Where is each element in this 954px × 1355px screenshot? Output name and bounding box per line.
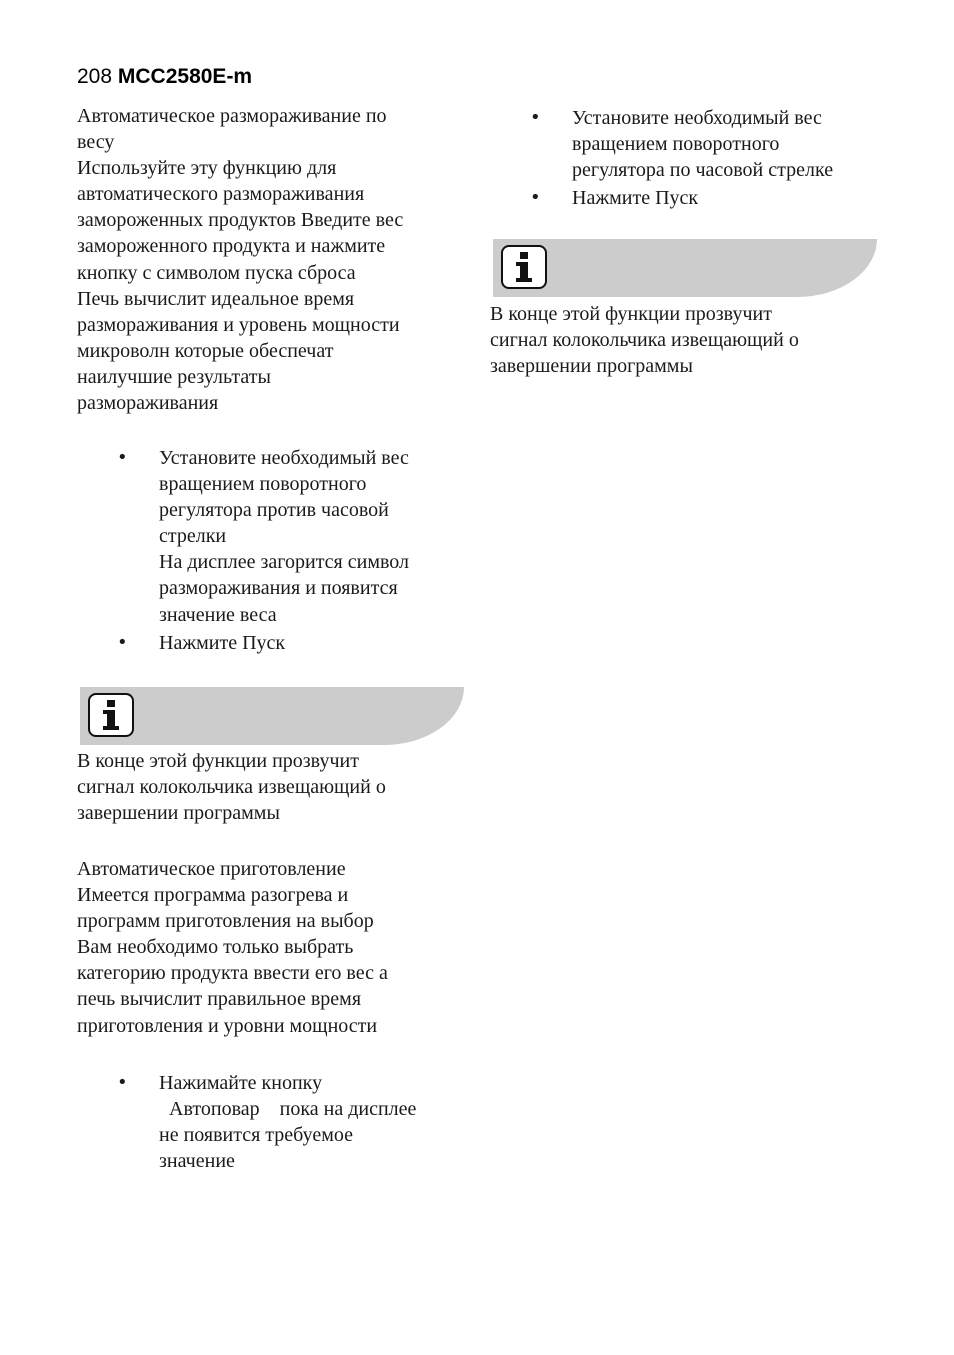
text-line: Печь вычислит идеальное время (77, 287, 355, 310)
text-line: Автоматическое приготовление (77, 858, 346, 880)
text-line: автоматического размораживания (77, 183, 365, 206)
text-line: замороженного продукта и нажмите (77, 235, 386, 258)
text-line: Нажимайте кнопку (159, 1072, 323, 1094)
list-item (117, 1070, 417, 1174)
text-line: Нажмите Пуск (159, 632, 286, 654)
model-name: MCC2580E-m (117, 65, 253, 88)
text-line: Автоповар пока на дисплее (159, 1098, 417, 1121)
text-line: вращением поворотного (572, 133, 780, 156)
text-line: завершении программы (77, 802, 280, 825)
text-line: наилучшие результаты (77, 365, 271, 388)
page-header (77, 64, 252, 90)
text-line: В конце этой функции прозвучит (77, 750, 359, 772)
list-item (530, 105, 834, 183)
text-line: значение веса (159, 603, 277, 626)
text-line: весу (77, 131, 115, 154)
text-line: не появится требуемое (159, 1124, 353, 1147)
text-line: Нажмите Пуск (572, 187, 699, 209)
text-line: На дисплее загорится символ (159, 551, 410, 574)
text-line: вращением поворотного (159, 473, 367, 496)
text-line: категорию продукта ввести его вес а (77, 962, 388, 985)
text-line: Автоматическое размораживание по (77, 105, 387, 127)
text-line: Вам необходимо только выбрать (77, 936, 354, 959)
list-item (530, 185, 699, 211)
text-line: Имеется программа разогрева и (77, 884, 349, 907)
text-line: замороженных продуктов Введите вес (77, 209, 404, 232)
text-line: Установите необходимый вес (159, 447, 409, 469)
text-line: регулятора по часовой стрелке (572, 159, 834, 182)
info-icon (88, 693, 134, 737)
bullet-marker: • (117, 447, 128, 468)
note-bar (80, 687, 464, 745)
text-line: регулятора против часовой (159, 499, 389, 522)
text-line: сигнал колокольчика извещающий о (77, 776, 386, 799)
list-item (117, 445, 410, 628)
text-line: сигнал колокольчика извещающий о (490, 329, 799, 352)
bullet-marker: • (530, 107, 541, 128)
page-number: 208 (77, 65, 113, 88)
text-line: программ приготовления на выбор (77, 910, 374, 933)
note-text (77, 748, 386, 826)
info-glyph (90, 695, 132, 735)
text-line: Установите необходимый вес (572, 107, 822, 129)
bullet-marker: • (117, 632, 128, 653)
text-line: размораживания и появится (159, 577, 398, 600)
text-line: кнопку с символом пуска сброса (77, 261, 356, 284)
bullet-marker: • (530, 187, 541, 208)
text-line: размораживания (77, 392, 219, 415)
text-line: Используйте эту функцию для (77, 157, 337, 180)
text-line: значение (159, 1150, 235, 1173)
note-text (490, 301, 799, 379)
text-line: приготовления и уровни мощности (77, 1014, 378, 1037)
text-line: печь вычислит правильное время (77, 988, 362, 1011)
defrost-by-weight-intro (77, 103, 403, 416)
text-line: стрелки (159, 525, 227, 548)
text-line: завершении программы (490, 355, 693, 378)
list-item (117, 630, 286, 656)
text-line: микроволн которые обеспечат (77, 339, 334, 362)
info-glyph (503, 247, 545, 287)
bullet-marker: • (117, 1072, 128, 1093)
note-bar (493, 239, 877, 297)
auto-cook-intro (77, 856, 388, 1039)
info-icon (501, 245, 547, 289)
text-line: размораживания и уровень мощности (77, 313, 400, 336)
text-line: В конце этой функции прозвучит (490, 303, 772, 325)
